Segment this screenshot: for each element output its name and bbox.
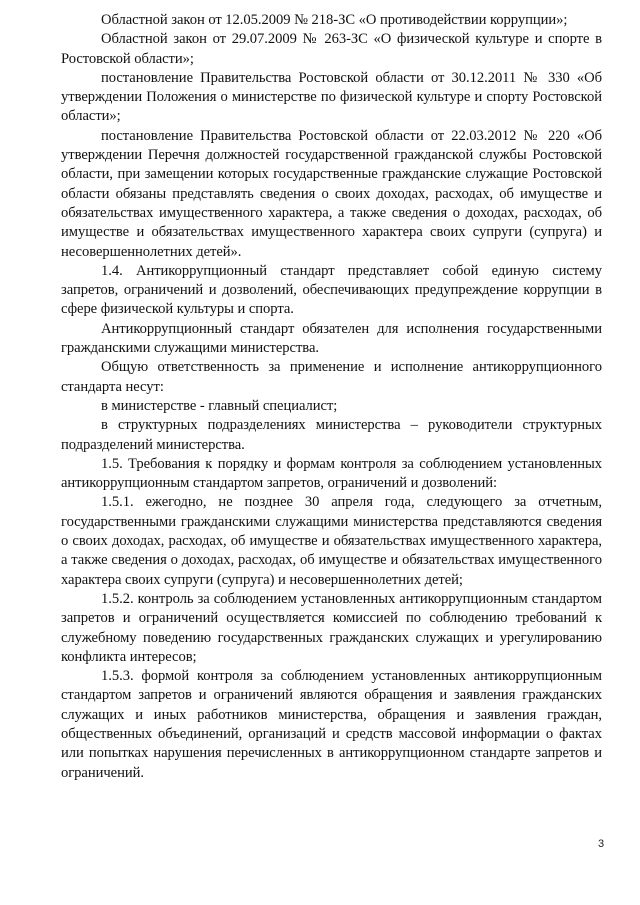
paragraph-resolution-330: постановление Правительства Ростовской области от 30.12.2011 № 330 «Об утверждении Положения о министерстве по физической культуре и спорту Ростовской области»;	[61, 69, 602, 125]
paragraph-section-1-5-2: 1.5.2. контроль за соблюдением установленных антикоррупционным стандартом запретов и ограничений осуществляется комиссией по соблюдению требований к служебному поведению государственных гражданских служащих и урегулированию конфликта интересов;	[61, 590, 602, 665]
paragraph-section-1-5-3: 1.5.3. формой контроля за соблюдением установленных антикоррупционным стандартом запретов и ограничений являются обращения и заявления гражданских служащих и иных работников министерства, обращения и заявления граждан, общественных объединений, организаций и средств массовой информации о фактах или попытках нарушения перечисленных в антикоррупционном стандарте запретов и ограничений.	[61, 668, 602, 781]
page-number: 3	[598, 838, 605, 850]
paragraph-section-1-5-1: 1.5.1. ежегодно, не позднее 30 апреля года, следующего за отчетным, государственными гражданскими служащими министерства представляются сведения о своих доходах, расходах, об имуществе и обязательствах имущественного характера, а также сведения о доходах, расходах, об имуществе и обязательствах имущественного характера своих супруги (супруга) и несовершеннолетних детей;	[61, 494, 602, 588]
paragraph-law-263: Областной закон от 29.07.2009 № 263-ЗС «О физической культуре и спорте в Ростовской области»;	[61, 31, 602, 67]
paragraph-structural-divisions: в структурных подразделениях министерства – руководители структурных подразделений министерства.	[61, 417, 602, 453]
paragraph-section-1-4: 1.4. Антикоррупционный стандарт представляет собой единую систему запретов, ограничений и дозволений, обеспечивающих предупреждение коррупции в сфере физической культуры и спорта.	[61, 262, 602, 318]
paragraph-resolution-220: постановление Правительства Ростовской области от 22.03.2012 № 220 «Об утверждении Перечня должностей государственной гражданской службы Ростовской области, при замещении которых государственные гражданские служащие Ростовской области обязаны представлять сведения о своих доходах, расходах, об имуществе и обязательствах имущественного характера, а также сведения о доходах, расходах, об имуществе и обязательствах имущественного характера своих супруги (супруга) и несовершеннолетних детей».	[61, 127, 602, 260]
paragraph-general-responsibility: Общую ответственность за применение и исполнение антикоррупционного стандарта несут:	[61, 359, 602, 395]
paragraph-section-1-5: 1.5. Требования к порядку и формам контроля за соблюдением установленных антикоррупционным стандартом запретов, ограничений и дозволений:	[61, 455, 602, 492]
paragraph-standard-mandatory: Антикоррупционный стандарт обязателен для исполнения государственными гражданскими служащими министерства.	[61, 320, 602, 357]
paragraph-ministry-specialist: в министерстве - главный специалист;	[101, 397, 338, 414]
document-body	[61, 11, 602, 783]
paragraph-law-218: Областной закон от 12.05.2009 № 218-ЗС «О противодействии коррупции»;	[101, 12, 568, 28]
